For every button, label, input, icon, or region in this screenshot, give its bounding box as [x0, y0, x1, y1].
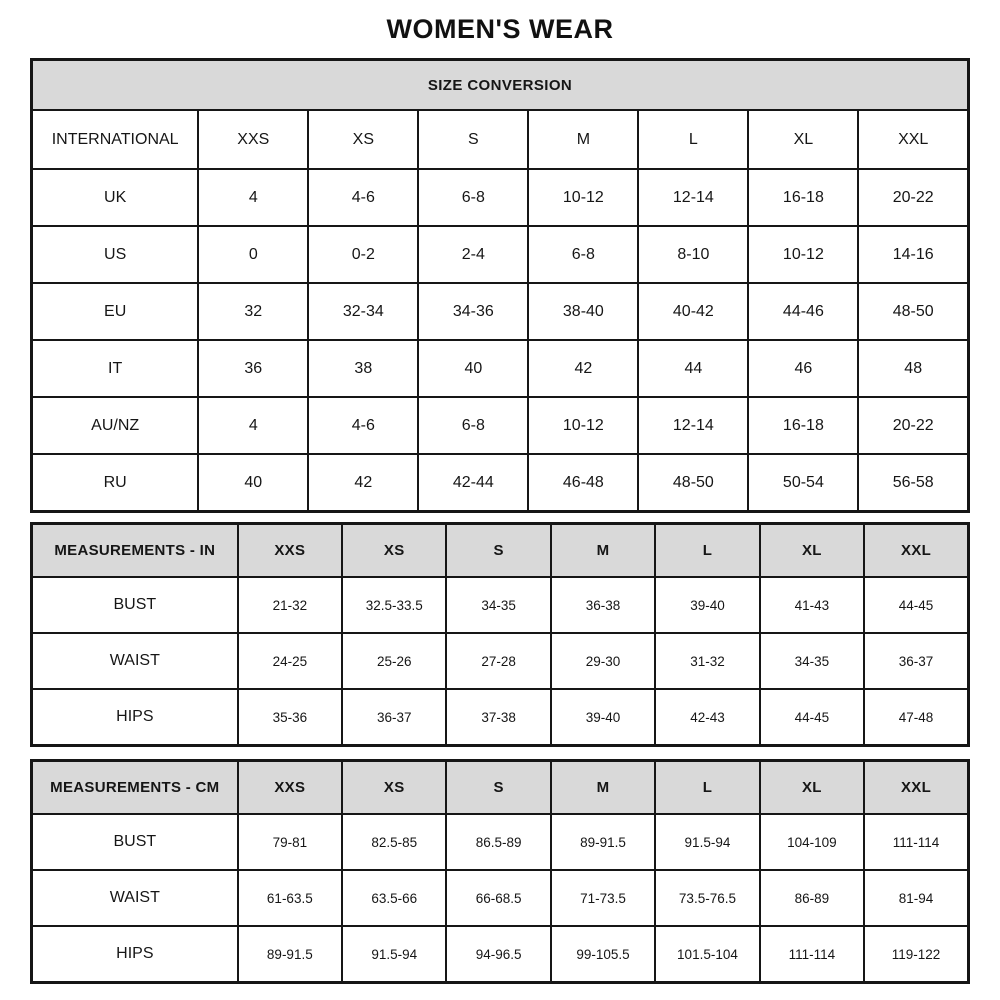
value-cell: 24-25	[238, 633, 342, 689]
size-conversion-header-row	[32, 110, 969, 169]
value-cell: 12-14	[638, 169, 748, 226]
size-conversion-band-title: SIZE CONVERSION	[32, 60, 969, 111]
value-cell: 6-8	[528, 226, 638, 283]
value-cell: 6-8	[418, 169, 528, 226]
column-header-xxs: XXS	[198, 110, 308, 169]
row-label-uk: UK	[32, 169, 199, 226]
table-row-au-nz	[32, 397, 969, 454]
value-cell: 56-58	[858, 454, 968, 512]
value-cell: 48-50	[858, 283, 968, 340]
value-cell: 6-8	[418, 397, 528, 454]
value-cell: 32.5-33.5	[342, 577, 446, 633]
value-cell: 10-12	[748, 226, 858, 283]
row-label-it: IT	[32, 340, 199, 397]
table-row-uk	[32, 169, 969, 226]
column-header-xs: XS	[308, 110, 418, 169]
table-row-us	[32, 226, 969, 283]
column-header-m: M	[551, 761, 655, 815]
value-cell: 10-12	[528, 169, 638, 226]
measurements-in-body	[32, 577, 969, 746]
column-header-xl: XL	[748, 110, 858, 169]
measurements-cm-table	[30, 759, 970, 984]
column-header-xs: XS	[342, 524, 446, 578]
value-cell: 39-40	[655, 577, 759, 633]
value-cell: 8-10	[638, 226, 748, 283]
value-cell: 91.5-94	[655, 814, 759, 870]
value-cell: 38-40	[528, 283, 638, 340]
column-header-xl: XL	[760, 524, 864, 578]
measurements-in-header-row	[32, 524, 969, 578]
value-cell: 71-73.5	[551, 870, 655, 926]
value-cell: 81-94	[864, 870, 968, 926]
row-label-bust: BUST	[32, 814, 238, 870]
page-title: WOMEN'S WEAR	[386, 14, 614, 44]
value-cell: 36-37	[864, 633, 968, 689]
value-cell: 111-114	[864, 814, 968, 870]
value-cell: 40	[418, 340, 528, 397]
value-cell: 48	[858, 340, 968, 397]
value-cell: 61-63.5	[238, 870, 342, 926]
value-cell: 35-36	[238, 689, 342, 746]
value-cell: 27-28	[446, 633, 550, 689]
table-row-waist	[32, 870, 969, 926]
column-header-xs: XS	[342, 761, 446, 815]
column-header-measurements-cm: MEASUREMENTS - CM	[32, 761, 238, 815]
size-chart-page	[30, 0, 970, 984]
value-cell: 46-48	[528, 454, 638, 512]
column-header-l: L	[655, 761, 759, 815]
value-cell: 34-35	[760, 633, 864, 689]
value-cell: 21-32	[238, 577, 342, 633]
value-cell: 94-96.5	[446, 926, 550, 983]
row-label-hips: HIPS	[32, 689, 238, 746]
column-header-m: M	[551, 524, 655, 578]
column-header-m: M	[528, 110, 638, 169]
value-cell: 34-36	[418, 283, 528, 340]
value-cell: 32-34	[308, 283, 418, 340]
value-cell: 36	[198, 340, 308, 397]
column-header-xxs: XXS	[238, 761, 342, 815]
row-label-eu: EU	[32, 283, 199, 340]
table-row-hips	[32, 689, 969, 746]
value-cell: 20-22	[858, 169, 968, 226]
value-cell: 31-32	[655, 633, 759, 689]
column-header-xxl: XXL	[864, 761, 968, 815]
value-cell: 36-38	[551, 577, 655, 633]
value-cell: 4-6	[308, 169, 418, 226]
row-label-waist: WAIST	[32, 633, 238, 689]
value-cell: 36-37	[342, 689, 446, 746]
row-label-bust: BUST	[32, 577, 238, 633]
value-cell: 44-46	[748, 283, 858, 340]
column-header-s: S	[418, 110, 528, 169]
value-cell: 32	[198, 283, 308, 340]
value-cell: 37-38	[446, 689, 550, 746]
value-cell: 29-30	[551, 633, 655, 689]
value-cell: 14-16	[858, 226, 968, 283]
value-cell: 0	[198, 226, 308, 283]
value-cell: 0-2	[308, 226, 418, 283]
size-conversion-band-row	[32, 60, 969, 111]
value-cell: 86.5-89	[446, 814, 550, 870]
value-cell: 25-26	[342, 633, 446, 689]
value-cell: 63.5-66	[342, 870, 446, 926]
value-cell: 10-12	[528, 397, 638, 454]
value-cell: 44	[638, 340, 748, 397]
value-cell: 4	[198, 169, 308, 226]
table-row-hips	[32, 926, 969, 983]
column-header-xl: XL	[760, 761, 864, 815]
value-cell: 66-68.5	[446, 870, 550, 926]
value-cell: 44-45	[760, 689, 864, 746]
size-conversion-table	[30, 58, 970, 513]
value-cell: 89-91.5	[238, 926, 342, 983]
column-header-l: L	[638, 110, 748, 169]
value-cell: 99-105.5	[551, 926, 655, 983]
value-cell: 44-45	[864, 577, 968, 633]
size-conversion-body	[32, 169, 969, 512]
column-header-s: S	[446, 761, 550, 815]
value-cell: 119-122	[864, 926, 968, 983]
column-header-measurements-in: MEASUREMENTS - IN	[32, 524, 238, 578]
value-cell: 12-14	[638, 397, 748, 454]
value-cell: 42	[528, 340, 638, 397]
value-cell: 39-40	[551, 689, 655, 746]
value-cell: 34-35	[446, 577, 550, 633]
value-cell: 20-22	[858, 397, 968, 454]
table-row-it	[32, 340, 969, 397]
value-cell: 82.5-85	[342, 814, 446, 870]
value-cell: 2-4	[418, 226, 528, 283]
column-header-international: INTERNATIONAL	[32, 110, 199, 169]
row-label-hips: HIPS	[32, 926, 238, 983]
value-cell: 41-43	[760, 577, 864, 633]
value-cell: 79-81	[238, 814, 342, 870]
column-header-xxl: XXL	[864, 524, 968, 578]
value-cell: 47-48	[864, 689, 968, 746]
value-cell: 4	[198, 397, 308, 454]
value-cell: 42	[308, 454, 418, 512]
value-cell: 42-44	[418, 454, 528, 512]
value-cell: 40-42	[638, 283, 748, 340]
value-cell: 48-50	[638, 454, 748, 512]
table-row-bust	[32, 814, 969, 870]
table-row-eu	[32, 283, 969, 340]
value-cell: 50-54	[748, 454, 858, 512]
value-cell: 89-91.5	[551, 814, 655, 870]
table-row-bust	[32, 577, 969, 633]
column-header-xxs: XXS	[238, 524, 342, 578]
column-header-xxl: XXL	[858, 110, 968, 169]
column-header-l: L	[655, 524, 759, 578]
measurements-in-table	[30, 522, 970, 747]
value-cell: 91.5-94	[342, 926, 446, 983]
row-label-au-nz: AU/NZ	[32, 397, 199, 454]
value-cell: 104-109	[760, 814, 864, 870]
row-label-waist: WAIST	[32, 870, 238, 926]
value-cell: 101.5-104	[655, 926, 759, 983]
table-row-waist	[32, 633, 969, 689]
column-header-s: S	[446, 524, 550, 578]
row-label-us: US	[32, 226, 199, 283]
value-cell: 4-6	[308, 397, 418, 454]
value-cell: 16-18	[748, 169, 858, 226]
value-cell: 111-114	[760, 926, 864, 983]
measurements-cm-body	[32, 814, 969, 983]
value-cell: 86-89	[760, 870, 864, 926]
row-label-ru: RU	[32, 454, 199, 512]
value-cell: 46	[748, 340, 858, 397]
value-cell: 42-43	[655, 689, 759, 746]
table-row-ru	[32, 454, 969, 512]
value-cell: 40	[198, 454, 308, 512]
value-cell: 38	[308, 340, 418, 397]
value-cell: 73.5-76.5	[655, 870, 759, 926]
value-cell: 16-18	[748, 397, 858, 454]
measurements-cm-header-row	[32, 761, 969, 815]
